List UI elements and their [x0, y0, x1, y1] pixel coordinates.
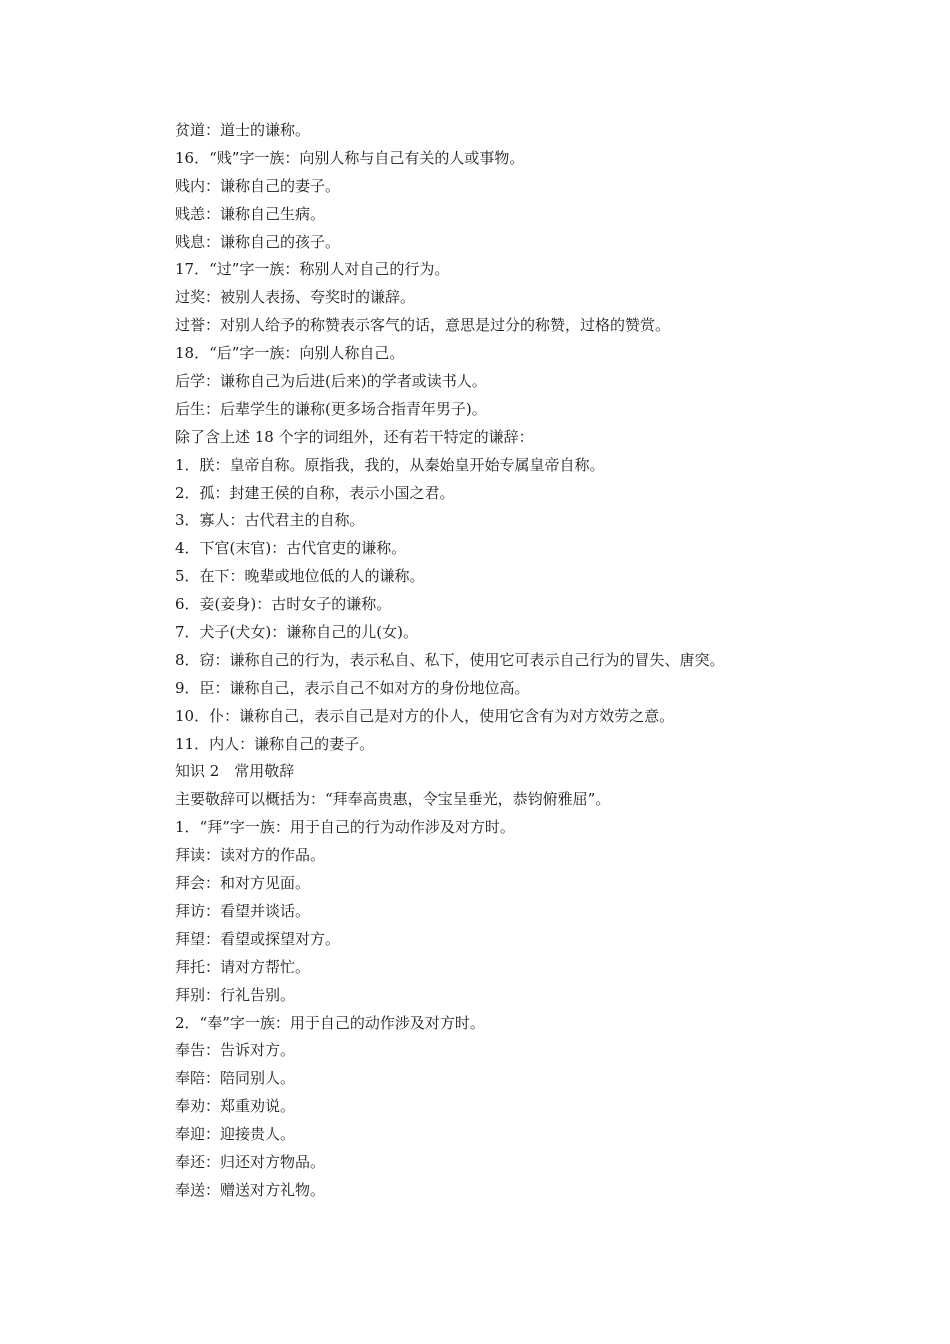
text-line: 奉告：告诉对方。	[175, 1041, 296, 1060]
text-line: 贫道：道士的谦称。	[175, 121, 311, 139]
list-item: 1．朕：皇帝自称。原指我，我的，从秦始皇开始专属皇帝自称。	[175, 455, 605, 474]
text-line: 奉劝：郑重劝说。	[175, 1097, 296, 1116]
list-item: 2．孤：封建王侯的自称，表示小国之君。	[175, 483, 455, 502]
text-line: 除了含上述 18 个字的词组外，还有若干特定的谦辞：	[175, 427, 534, 446]
list-item: 8．窃：谦称自己的行为，表示私自、私下，使用它可表示自己行为的冒失、唐突。	[175, 650, 725, 669]
list-item: 4．下官(末官)：古代官吏的谦称。	[175, 539, 407, 558]
text-line: 拜访：看望并谈话。	[175, 901, 311, 920]
list-item: 10．仆：谦称自己，表示自己是对方的仆人，使用它含有为对方效劳之意。	[175, 706, 675, 725]
text-line: 后学：谦称自己为后进(后来)的学者或读书人。	[175, 372, 487, 391]
text-line: 贱内：谦称自己的妻子。	[175, 176, 341, 195]
text-line: 拜会：和对方见面。	[175, 874, 311, 893]
document-page	[175, 117, 875, 1205]
text-line: 拜望：看望或探望对方。	[175, 929, 341, 948]
list-item: 9．臣：谦称自己，表示自己不如对方的身份地位高。	[175, 678, 530, 697]
text-line: 后生：后辈学生的谦称(更多场合指青年男子)。	[175, 399, 487, 418]
section-heading: 1．“拜”字一族：用于自己的行为动作涉及对方时。	[175, 818, 515, 837]
text-line: 过奖：被别人表扬、夸奖时的谦辞。	[175, 288, 416, 307]
text-line: 奉陪：陪同别人。	[175, 1069, 296, 1088]
list-item: 6．妾(妾身)：古时女子的谦称。	[175, 595, 392, 614]
text-line: 奉还：归还对方物品。	[175, 1152, 326, 1171]
text-line: 过誉：对别人给予的称赞表示客气的话，意思是过分的称赞，过格的赞赏。	[175, 316, 671, 335]
list-item: 5．在下：晚辈或地位低的人的谦称。	[175, 567, 425, 586]
text-line: 贱恙：谦称自己生病。	[175, 204, 326, 223]
list-item: 7．犬子(犬女)：谦称自己的儿(女)。	[175, 623, 418, 642]
section-heading: 17．“过”字一族：称别人对自己的行为。	[175, 260, 450, 279]
section-heading: 16．“贱”字一族：向别人称与自己有关的人或事物。	[175, 148, 525, 167]
text-line: 奉送：赠送对方礼物。	[175, 1180, 326, 1199]
text-line: 拜托：请对方帮忙。	[175, 957, 311, 976]
text-line: 拜读：读对方的作品。	[175, 846, 326, 865]
text-line: 拜别：行礼告别。	[175, 985, 296, 1004]
section-heading: 2．“奉”字一族：用于自己的动作涉及对方时。	[175, 1013, 485, 1032]
text-line: 贱息：谦称自己的孩子。	[175, 232, 341, 251]
section-title: 知识 2 常用敬辞	[175, 762, 295, 781]
section-heading: 18．“后”字一族：向别人称自己。	[175, 344, 405, 363]
list-item: 3．寡人：古代君主的自称。	[175, 511, 365, 530]
list-item: 11．内人：谦称自己的妻子。	[175, 734, 375, 753]
text-line: 奉迎：迎接贵人。	[175, 1125, 296, 1144]
text-line: 主要敬辞可以概括为：“拜奉高贵惠，令宝呈垂光，恭钧俯雅屈”。	[175, 790, 611, 809]
